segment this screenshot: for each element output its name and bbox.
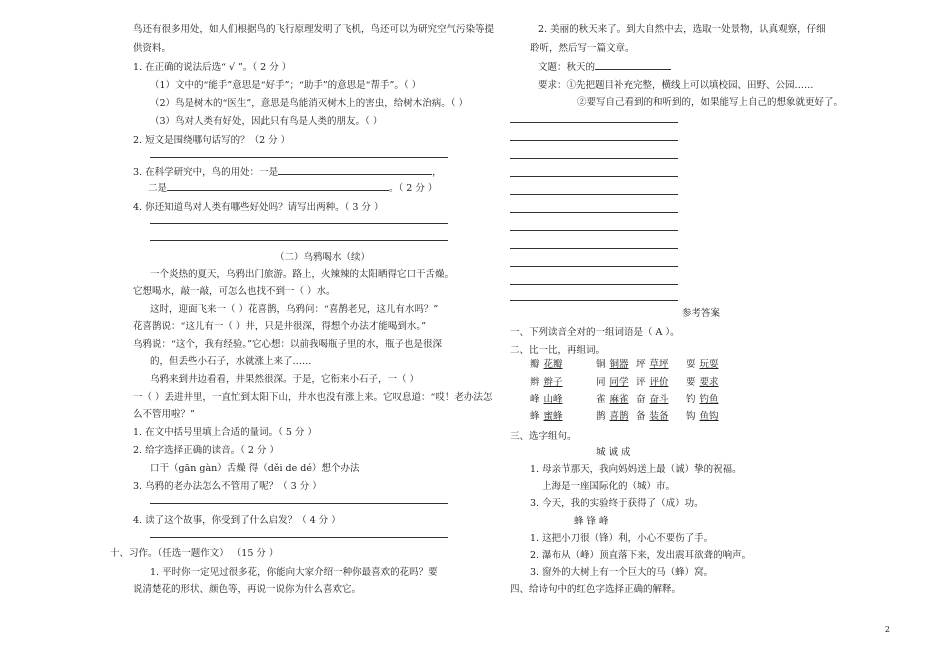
question-2: 2. 短文是围绕哪句话写的？（2 分 ） [133,135,291,146]
story-line: 一（ ）丢进井里，一直忙到太阳下山，井水也没有涨上来。它叹息道：“哎！老办法怎 [133,392,493,403]
word-pair [530,358,563,371]
writing-line [510,300,678,301]
intro-line-1: 鸟还有很多用处，如人们根据鸟的飞行原理发明了飞机，鸟还可以为研究空气污染等提 [133,24,495,35]
story-question-2-items: 口干（gān gàn）舌燥 得（děi de dé）想个办法 [150,463,360,474]
story-line: 它想喝水，敲一敲，可怎么也找不到一（ ）水。 [133,286,336,297]
answer-line [150,503,448,504]
word-pair [686,376,719,389]
answer-line [150,223,448,224]
compound-word: 辫子 [543,377,563,388]
story-line: 一个炎热的夏天，乌鸦出门旅游。路上，火辣辣的太阳晒得它口干舌燥。 [150,269,455,280]
char-group-1: 城 诚 成 [596,447,631,458]
question-3-b: 二是 。（ 2 分 ） [148,183,438,194]
writing-line [510,248,678,249]
question-1-b: （2）鸟是树木的“医生”，意思是鸟能消灭树木上的害虫，给树木治病。（ ） [150,98,469,109]
word-pair [530,393,563,406]
group-1-sentence: 1. 母亲节那天，我向妈妈送上最（诚）挚的祝福。 [530,464,742,475]
compound-word: 鱼钩 [699,411,719,422]
compound-word: 奋斗 [649,394,669,405]
compound-word: 蜜蜂 [543,411,563,422]
compound-word: 钓鱼 [699,394,719,405]
compound-word: 装备 [649,411,669,422]
story-question-1: 1. 在文中括号里填上合适的量词。（ 5 分 ） [133,427,317,438]
compound-word: 花瓣 [543,359,563,370]
intro-line-2: 供资料。 [133,43,172,54]
composition-1-line-1: 1. 平时你一定见过很多花，你能向大家介绍一种你最喜欢的花吗？要 [150,567,438,578]
compound-word: 铜器 [609,359,629,370]
requirement-2: ②要写自己看到的和听到的，如果能写上自己的想象就更好了。 [577,97,844,108]
writing-line [510,140,678,141]
requirement-1: 要求：①先把题目补充完整，横线上可以填校园、田野、公园…… [538,80,814,91]
story-question-3: 3. 乌鸦的老办法怎么不管用了呢？（ 3 分 ） [133,481,322,492]
writing-line [510,230,678,231]
answer-4: 四、给诗句中的红色字选择正确的解释。 [510,584,682,595]
word-pair [636,410,669,423]
character: 雀 [596,394,606,405]
story-question-4: 4. 读了这个故事，你受到了什么启发？（ 4 分 ） [133,515,341,526]
word-pair [686,358,719,371]
group-1-sentence: 3. 今天，我的实验终于获得了（成）功。 [530,498,704,509]
character: 钩 [686,411,696,422]
character: 要 [686,377,696,388]
character: 同 [596,377,606,388]
story-line: 这时，迎面飞来一（ ）花喜鹊，乌鸦问：“喜鹊老兄，这儿有水吗？” [150,304,439,315]
composition-1-line-2: 说清楚花的形状、颜色等，再说一说你为什么喜欢它。 [133,584,362,595]
question-1-c: （3）鸟对人类有好处，因此只有鸟是人类的朋友。（ ） [150,116,383,127]
compound-word: 草坪 [649,359,669,370]
word-pair [636,358,669,371]
writing-line [510,122,678,123]
character: 鹊 [596,411,606,422]
character: 耍 [686,359,696,370]
word-pair [686,410,719,423]
group-1-sentence: 上海是一座国际化的（城）市。 [542,481,676,492]
story-question-2: 2. 给字选择正确的读音。（ 2 分 ） [133,445,279,456]
compound-word: 喜鹊 [609,411,629,422]
character: 铜 [596,359,606,370]
compound-word: 玩耍 [699,359,719,370]
question-1-a: （1）文中的“能手”意思是“好手”；“助手”的意思是“帮手”。（ ） [150,80,422,91]
writing-line [510,284,678,285]
compound-word: 麻雀 [609,394,629,405]
topic-label: 文题：秋天的 [538,61,671,74]
word-pair [686,393,719,406]
answer-1: 一、下列读音全对的一组词语是（ A ）。 [510,327,680,338]
story-line: 乌鸦来到井边看看，井果然很深。于是，它衔来小石子，一（ ） [150,374,420,385]
page-number: 2 [884,625,890,634]
writing-line [510,176,678,177]
answers-title: 参考答案 [682,308,721,319]
writing-line [510,158,678,159]
char-group-2: 蜂 锋 峰 [574,516,609,527]
character: 辫 [530,377,540,388]
story-line: 花喜鹊说：“这儿有一（ ）井，只是井很深，得想个办法才能喝到水。” [133,321,426,332]
writing-line [510,266,678,267]
story-title: （二）乌鸦喝水（续） [275,252,371,263]
character: 蜂 [530,411,540,422]
character: 峰 [530,394,540,405]
word-pair [530,410,563,423]
word-pair [596,393,629,406]
answer-3: 三、选字组句。 [510,431,577,442]
character: 坪 [636,359,646,370]
question-3-a: 3. 在科学研究中，鸟的用处：一是 ， [133,167,442,178]
question-4: 4. 你还知道鸟对人类有哪些好处吗？请写出两种。（ 3 分 ） [133,202,384,213]
word-pair [596,410,629,423]
character: 钓 [686,394,696,405]
story-line: 的，但丢些小石子，水就涨上来了…… [150,356,312,367]
group-2-sentence: 3. 窗外的大树上有一个巨大的马（蜂）窝。 [530,567,714,578]
question-1: 1. 在正确的说法后选“ √ ”。（ 2 分 ） [133,62,292,73]
character: 备 [636,411,646,422]
story-line: 乌鸦说：“这个，我有经验。”它心想：以前我喝瓶子里的水，瓶子也是很深 [133,339,442,350]
word-pair [596,358,629,371]
answer-line [150,157,448,158]
compound-word: 同学 [609,377,629,388]
compound-word: 要求 [699,377,719,388]
character: 瓣 [530,359,540,370]
character: 评 [636,377,646,388]
answer-line [150,537,448,538]
writing-line [510,212,678,213]
compound-word: 评价 [649,377,669,388]
character: 奋 [636,394,646,405]
composition-2-line-1: 2. 美丽的秋天来了。到大自然中去，选取一处景物，认真观察，仔细 [538,24,826,35]
group-2-sentence: 1. 这把小刀很（锋）利，小心不要伤了手。 [530,533,714,544]
word-pair [530,376,563,389]
section-10-title: 十、习作。（任选一题作文） （15 分 ） [110,548,279,559]
story-line: 么不管用啦？” [133,409,195,420]
word-pair [636,393,669,406]
answer-2: 二、比一比，再组词。 [510,345,606,356]
group-2-sentence: 2. 瀑布从（峰）顶直落下来，发出震耳欲聋的响声。 [530,550,752,561]
word-pair [596,376,629,389]
compound-word: 山峰 [543,394,563,405]
composition-2-line-2: 聆听，然后写一篇文章。 [530,43,635,54]
writing-line [510,194,678,195]
answer-line [150,240,448,241]
word-pair [636,376,669,389]
